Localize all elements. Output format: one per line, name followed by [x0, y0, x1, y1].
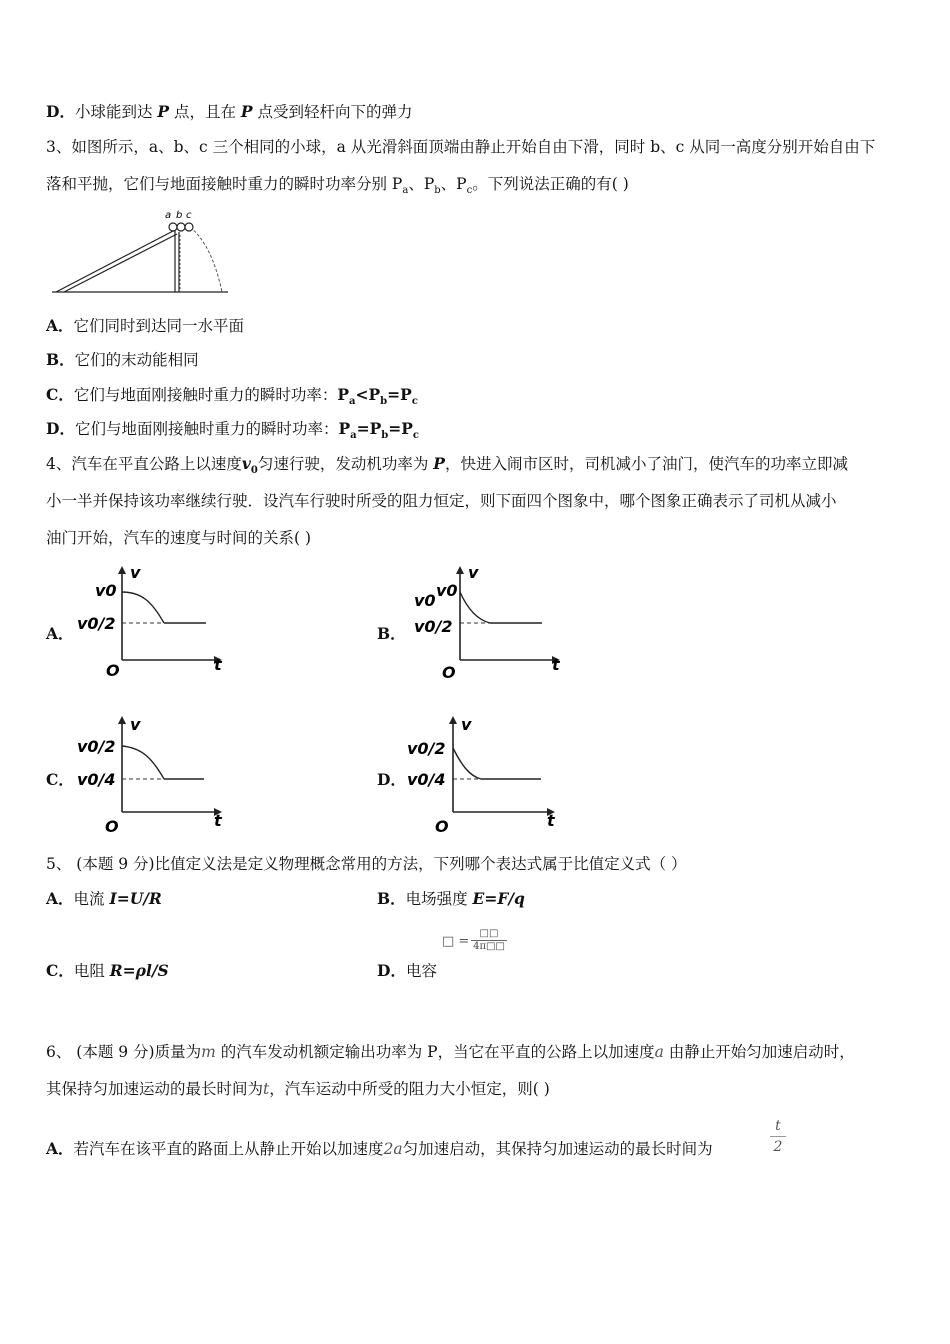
svg-text:t: t — [552, 655, 560, 674]
q4-stem-line2: 小一半并保持该功率继续行驶．设汽车行驶时所受的阻力恒定，则下面四个图象中，哪个图象正确表示了司机从减小 — [46, 492, 837, 510]
q4-graph-d-label: D． — [377, 770, 406, 789]
svg-text:v0/2: v0/2 — [407, 739, 446, 758]
q5-option-b: B．电场强度 E=F/q — [377, 889, 525, 908]
q3-stem-line2: 落和平抛，它们与地面接触时重力的瞬时功率分别 $P_a$、$P_b$、$P_c$。下列说法正确的有( ) — [46, 175, 629, 197]
q4-graph-a-label: A． — [46, 624, 74, 643]
label-a: a — [165, 210, 172, 221]
svg-text:v0/4: v0/4 — [407, 770, 446, 789]
q4-graph-a — [72, 562, 232, 684]
q5-option-c: C．电阻 R=ρl/S — [46, 961, 169, 980]
q3-option-d: D．它们与地面刚接触时重力的瞬时功率：$P_a=P_b=P_c$ — [46, 419, 420, 442]
svg-text:v0: v0 — [436, 581, 458, 600]
svg-text:v0: v0 — [95, 581, 117, 600]
ball-b — [177, 223, 185, 231]
q3-option-c: C．它们与地面刚接触时重力的瞬时功率：$P_a<P_b=P_c$ — [46, 385, 418, 408]
svg-text:t: t — [547, 811, 555, 830]
q6-stem-line2: 其保持匀加速运动的最长时间为t，汽车运动中所受的阻力大小恒定，则( ) — [46, 1080, 550, 1098]
svg-text:v: v — [461, 715, 472, 734]
velocity-curve — [122, 592, 164, 623]
svg-text:v0/4: v0/4 — [77, 770, 116, 789]
svg-text:O: O — [106, 661, 120, 680]
q6-option-a-fraction: $\frac{t}{2}$ — [770, 1116, 786, 1157]
svg-text:v: v — [130, 563, 141, 582]
q5-stem: 5、 (本题 9 分)比值定义法是定义物理概念常用的方法，下列哪个表达式属于比值定义式（ ） — [46, 855, 687, 873]
label-c: c — [186, 210, 192, 221]
q4-graph-c-label: C． — [46, 770, 74, 789]
svg-text:O: O — [442, 663, 456, 682]
svg-text:O: O — [105, 817, 119, 836]
q4-graph-b-label: B． — [377, 624, 406, 643]
svg-text:v0/2: v0/2 — [77, 614, 116, 633]
svg-text:v: v — [130, 715, 141, 734]
q6-stem-line1: 6、 (本题 9 分)质量为m 的汽车发动机额定输出功率为 P，当它在平直的公路上以加速度a 由静止开始匀加速启动时， — [46, 1043, 855, 1061]
q3-incline-figure — [50, 205, 230, 297]
velocity-curve — [122, 746, 164, 779]
label-b: b — [176, 210, 183, 221]
q3-stem-line1: 3、如图所示，a、b、c 三个相同的小球，a 从光滑斜面顶端由静止开始自由下滑，同时 b、c 从同一高度分别开始自由下 — [46, 138, 876, 156]
svg-text:v0: v0 — [414, 591, 436, 610]
svg-text:v: v — [468, 563, 479, 582]
incline-surface-1 — [56, 230, 175, 292]
velocity-curve — [460, 592, 490, 623]
svg-text:t: t — [214, 655, 222, 674]
q4-graph-b — [410, 562, 570, 684]
q5-d-formula: □ = — [442, 934, 470, 949]
q5-option-a: A．电流 I=U/R — [46, 889, 162, 908]
incline-surface-2 — [64, 234, 177, 292]
q2-option-d: D．小球能到达 P 点，且在 P 点受到轻杆向下的弹力 — [46, 102, 413, 121]
velocity-curve — [453, 748, 481, 779]
ball-a — [169, 223, 177, 231]
svg-text:O: O — [435, 817, 449, 836]
svg-text:v0/2: v0/2 — [77, 737, 116, 756]
svg-text:t: t — [214, 811, 222, 830]
projectile-path — [190, 227, 222, 292]
q3-option-b: B．它们的末动能相同 — [46, 350, 199, 369]
q4-stem-line1: 4、汽车在平直公路上以速度$v_0$匀速行驶，发动机功率为 P，快进入闹市区时，司机减小了油门，使汽车的功率立即减 — [46, 454, 848, 477]
q5-d-formula-fraction: □□ 4π□□ — [471, 928, 507, 953]
ball-c — [185, 223, 193, 231]
q4-graph-d — [405, 712, 565, 836]
q6-option-a: A．若汽车在该平直的路面上从静止开始以加速度2a匀加速启动，其保持匀加速运动的最长时间为 — [46, 1139, 713, 1158]
q5-option-d: D．电容 — [377, 961, 437, 980]
q3-option-a: A．它们同时到达同一水平面 — [46, 316, 245, 335]
q4-graph-c — [72, 712, 232, 836]
q4-stem-line3: 油门开始，汽车的速度与时间的关系( ) — [46, 529, 312, 547]
svg-text:v0/2: v0/2 — [414, 617, 453, 636]
